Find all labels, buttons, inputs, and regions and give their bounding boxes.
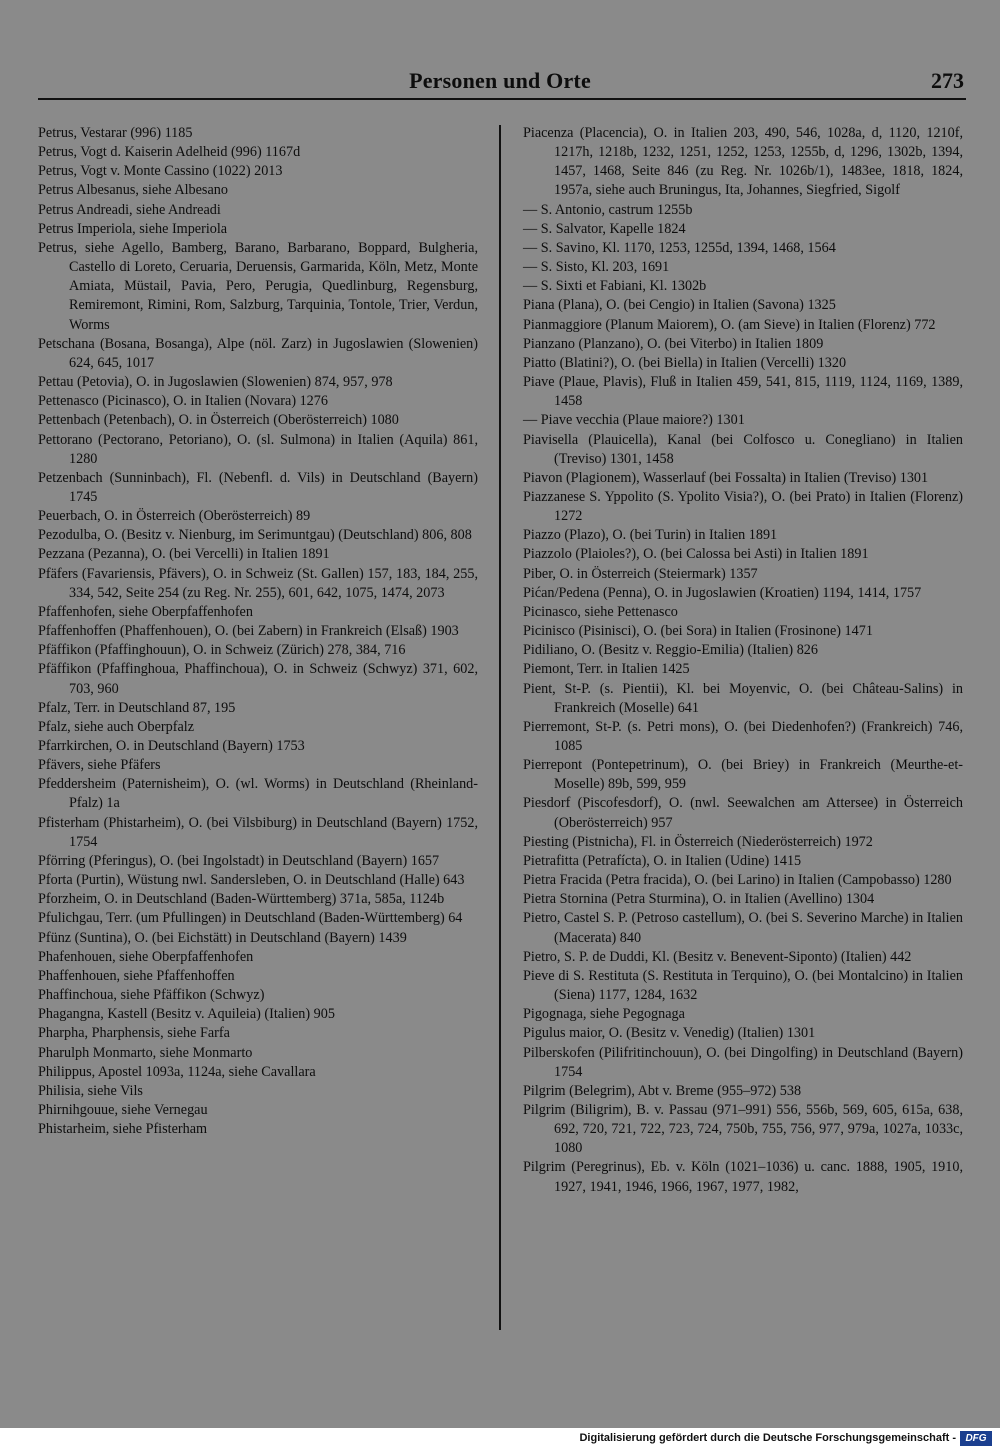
index-entry: Pfeddersheim (Paternisheim), O. (wl. Worms) in Deutschland (Rheinland-Pfalz) 1a (38, 776, 478, 812)
index-entry: Pietra Stornina (Petra Sturmina), O. in Italien (Avellino) 1304 (523, 891, 875, 908)
index-entry: Pianzano (Planzano), O. (bei Viterbo) in Italien 1809 (523, 335, 824, 352)
index-entry: Petrus, siehe Agello, Bamberg, Barano, Barbarano, Boppard, Bulgheria, Castello di Loreto, Ceruaria, Deruensis, Garmarida, Köln, Metz, Monte Amiata, Müstail, Pavia, Pero, Perugia, Quedlinburg, Regensburg, Remiremont, Rimini, Rom, Salzburg, Tarquinia, Tontole, Trier, Verdun, Worms (38, 239, 478, 333)
index-entry: Pigulus maior, O. (Besitz v. Venedig) (Italien) 1301 (523, 1025, 816, 1042)
index-entry: Pfarrkirchen, O. in Deutschland (Bayern) 1753 (38, 738, 305, 754)
index-entry: Piave (Plaue, Plavis), Fluß in Italien 459, 541, 815, 1119, 1124, 1169, 1389, 1458 (523, 374, 963, 410)
index-entry: Pianmaggiore (Planum Maiorem), O. (am Sieve) in Italien (Florenz) 772 (523, 316, 936, 333)
index-entry: Pfünz (Suntina), O. (bei Eichstätt) in Deutschland (Bayern) 1439 (38, 929, 407, 946)
index-entry: Piatto (Blatini?), O. (bei Biella) in Italien (Vercelli) 1320 (523, 354, 847, 371)
index-entry: Piesting (Pistnicha), Fl. in Österreich (Niederösterreich) 1972 (523, 833, 873, 850)
index-entry: Pidiliano, O. (Besitz v. Reggio-Emilia) (Italien) 826 (523, 642, 818, 659)
index-entry: Pietrafitta (Petrafícta), O. in Italien (Udine) 1415 (523, 852, 802, 869)
index-entry: Piemont, Terr. in Italien 1425 (523, 661, 690, 678)
index-entry: Petrus Imperiola, siehe Imperiola (38, 220, 228, 237)
index-entry: Piavisella (Plauicella), Kanal (bei Colfosco u. Conegliano) in Italien (Treviso) 1301, 1458 (523, 431, 963, 467)
index-entry: Pierremont, St-P. (s. Petri mons), O. (bei Diedenhofen?) (Frankreich) 746, 1085 (523, 718, 963, 754)
index-entry: Pient, St-P. (s. Pientii), Kl. bei Moyenvic, O. (bei Château-Salins) in Frankreich (Moselle) 641 (523, 680, 963, 716)
index-entry: Picinisco (Pisinisci), O. (bei Sora) in Italien (Frosinone) 1471 (523, 623, 873, 640)
index-entry: Piana (Plana), O. (bei Cengio) in Italien (Savona) 1325 (523, 297, 836, 314)
index-entry: Pilgrim (Belegrim), Abt v. Breme (955–972) 538 (523, 1082, 802, 1099)
index-entry: Petrus, Vogt d. Kaiserin Adelheid (996) 1167d (38, 144, 301, 161)
index-entry: Pfävers, siehe Pfäfers (38, 757, 161, 774)
index-entry: Piavon (Plagionem), Wasserlauf (bei Fossalta) in Italien (Treviso) 1301 (523, 469, 929, 486)
index-entry: Pezzana (Pezanna), O. (bei Vercelli) in Italien 1891 (38, 546, 330, 563)
index-entry: Pfäfers (Favariensis, Pfävers), O. in Schweiz (St. Gallen) 157, 183, 184, 255, 334, 542, Seite 254 (zu Reg. Nr. 255), 601, 642, 1075, 1474, 2073 (38, 565, 478, 601)
index-entry: Pforta (Purtin), Wüstung nwl. Sandersleben, O. in Deutschland (Halle) 643 (38, 872, 465, 889)
column-divider (499, 125, 501, 1330)
index-entry: Petrus Albesanus, siehe Albesano (38, 182, 228, 199)
index-entry: Petrus, Vestarar (996) 1185 (38, 125, 193, 141)
index-entry: Pfäffikon (Pfaffinghouun), O. in Schweiz (Zürich) 278, 384, 716 (38, 642, 406, 659)
index-entry: Piber, O. in Österreich (Steiermark) 1357 (523, 565, 758, 582)
index-entry: — S. Salvator, Kapelle 1824 (523, 220, 686, 237)
index-entry: Phafenhouen, siehe Oberpfaffenhofen (38, 948, 254, 965)
dfg-logo: DFG (960, 1431, 992, 1446)
index-entry: Pfalz, siehe auch Oberpfalz (38, 718, 194, 735)
index-entry: Pezodulba, O. (Besitz v. Nienburg, im Serimuntgau) (Deutschland) 806, 808 (38, 527, 472, 544)
index-entry: Pforzheim, O. in Deutschland (Baden-Württemberg) 371a, 585a, 1124b (38, 891, 445, 908)
index-entry: Pfaffenhoffen (Phaffenhouen), O. (bei Zabern) in Frankreich (Elsaß) 1903 (38, 623, 459, 640)
index-entry: — S. Sisto, Kl. 203, 1691 (523, 259, 670, 276)
footer-credit: Digitalisierung gefördert durch die Deutsche Forschungsgemeinschaft - (579, 1432, 956, 1444)
index-entry: — S. Sixti et Fabiani, Kl. 1302b (523, 278, 707, 295)
index-entry: Petrus Andreadi, siehe Andreadi (38, 201, 221, 218)
index-entry: Pfäffikon (Pfaffinghoua, Phaffinchoua), O. in Schweiz (Schwyz) 371, 602, 703, 960 (38, 661, 478, 697)
index-entry: Pilberskofen (Pilifritinchouun), O. (bei Dingolfing) in Deutschland (Bayern) 1754 (523, 1044, 963, 1080)
index-entry: — S. Antonio, castrum 1255b (523, 201, 693, 218)
index-entry: Piesdorf (Piscofesdorf), O. (nwl. Seewalchen am Attersee) in Österreich (Oberösterreich) 957 (523, 795, 963, 831)
index-entry: — S. Savino, Kl. 1170, 1253, 1255d, 1394, 1468, 1564 (523, 239, 836, 256)
index-entry: Phaffinchoua, siehe Pfäffikon (Schwyz) (38, 987, 265, 1004)
index-entry: Petschana (Bosana, Bosanga), Alpe (nöl. Zarz) in Jugoslawien (Slowenien) 624, 645, 1017 (38, 335, 478, 371)
index-entry: Pettau (Petovia), O. in Jugoslawien (Slowenien) 874, 957, 978 (38, 374, 393, 391)
index-entry: Pfalz, Terr. in Deutschland 87, 195 (38, 699, 236, 716)
index-entry: Phaffenhouen, siehe Pfaffenhoffen (38, 967, 235, 984)
index-entry: Philippus, Apostel 1093a, 1124a, siehe Cavallara (38, 1063, 316, 1080)
index-entry: Piazzo (Plazo), O. (bei Turin) in Italien 1891 (523, 527, 778, 544)
index-entry: Pettenbach (Petenbach), O. in Österreich (Oberösterreich) 1080 (38, 412, 399, 429)
index-entry: Picinasco, siehe Pettenasco (523, 603, 678, 620)
page-number: 273 (931, 68, 964, 93)
index-entry: Pilgrim (Peregrinus), Eb. v. Köln (1021–1036) u. canc. 1888, 1905, 1910, 1927, 1941, 1946, 1966, 1967, 1977, 1982, (523, 1159, 963, 1195)
page-title: Personen und Orte (409, 68, 591, 93)
index-entry: Pharulph Monmarto, siehe Monmarto (38, 1044, 253, 1061)
index-entry: Petzenbach (Sunninbach), Fl. (Nebenfl. d. Vils) in Deutschland (Bayern) 1745 (38, 469, 478, 505)
index-entry: Phagangna, Kastell (Besitz v. Aquileia) (Italien) 905 (38, 1006, 335, 1023)
index-entry: Piazzolo (Plaioles?), O. (bei Calossa bei Asti) in Italien 1891 (523, 546, 869, 563)
index-entry: Pietro, Castel S. P. (Petroso castellum), O. (bei S. Severino Marche) in Italien (Macerata) 840 (523, 910, 963, 946)
index-entry: Pförring (Pferingus), O. (bei Ingolstadt) in Deutschland (Bayern) 1657 (38, 852, 440, 869)
index-entry: Pettorano (Pectorano, Petoriano), O. (sl. Sulmona) in Italien (Aquila) 861, 1280 (38, 431, 478, 467)
index-entry: Peuerbach, O. in Österreich (Oberösterreich) 89 (38, 508, 311, 525)
index-entry: Pettenasco (Picinasco), O. in Italien (Novara) 1276 (38, 393, 328, 410)
header-rule (38, 98, 966, 100)
index-entry: Piazzanese S. Yppolito (S. Ypolito Visia?), O. (bei Prato) in Italien (Florenz) 1272 (523, 488, 963, 525)
index-entry: Petrus, Vogt v. Monte Cassino (1022) 2013 (38, 163, 283, 180)
index-entry: Pfisterham (Phistarheim), O. (bei Vilsbiburg) in Deutschland (Bayern) 1752, 1754 (38, 814, 478, 850)
index-entry: Pfulichgau, Terr. (um Pfullingen) in Deutschland (Baden-Württemberg) 64 (38, 910, 463, 927)
index-entry: Pierrepont (Pontepetrinum), O. (bei Briey) in Frankreich (Meurthe-et-Moselle) 89b, 599, 959 (523, 757, 963, 793)
index-entry: Pharpha, Pharphensis, siehe Farfa (38, 1025, 230, 1042)
right-column (523, 124, 963, 1197)
index-entry: Pilgrim (Biligrim), B. v. Passau (971–991) 556, 556b, 569, 605, 615a, 638, 692, 720, 721, 722, 723, 724, 750b, 755, 756, 977, 979a, 1027a, 1033c, 1080 (523, 1101, 963, 1157)
index-entry: Pićan/Pedena (Penna), O. in Jugoslawien (Kroatien) 1194, 1414, 1757 (523, 584, 922, 601)
left-column (38, 124, 478, 1139)
index-entry: — Piave vecchia (Plaue maiore?) 1301 (523, 412, 745, 429)
index-entry: Pietro, S. P. de Duddi, Kl. (Besitz v. Benevent-Siponto) (Italien) 442 (523, 948, 912, 965)
index-entry: Philisia, siehe Vils (38, 1082, 143, 1099)
index-entry: Pietra Fracida (Petra fracida), O. (bei Larino) in Italien (Campobasso) 1280 (523, 872, 952, 889)
index-entry: Phirnihgouue, siehe Vernegau (38, 1101, 208, 1118)
index-entry: Phistarheim, siehe Pfisterham (38, 1121, 208, 1138)
index-entry: Pieve di S. Restituta (S. Restituta in Terquino), O. (bei Montalcino) in Italien (Siena) 1177, 1284, 1632 (523, 967, 963, 1004)
index-entry: Pfaffenhofen, siehe Oberpfaffenhofen (38, 603, 253, 620)
index-entry: Pigognaga, siehe Pegognaga (523, 1006, 685, 1023)
index-entry: Piacenza (Placencia), O. in Italien 203, 490, 546, 1028a, d, 1120, 1210f, 1217h, 1218b, 1232, 1251, 1252, 1253, 1255b, d, 1296, 1302b, 1394, 1457, 1468, Seite 846 (zu Reg. Nr. 1026b/1), 1483ee, 1818, 1824, 1957a, siehe auch Bruningus, Ita, Johannes, Siegfried, Sigolf (523, 125, 963, 199)
